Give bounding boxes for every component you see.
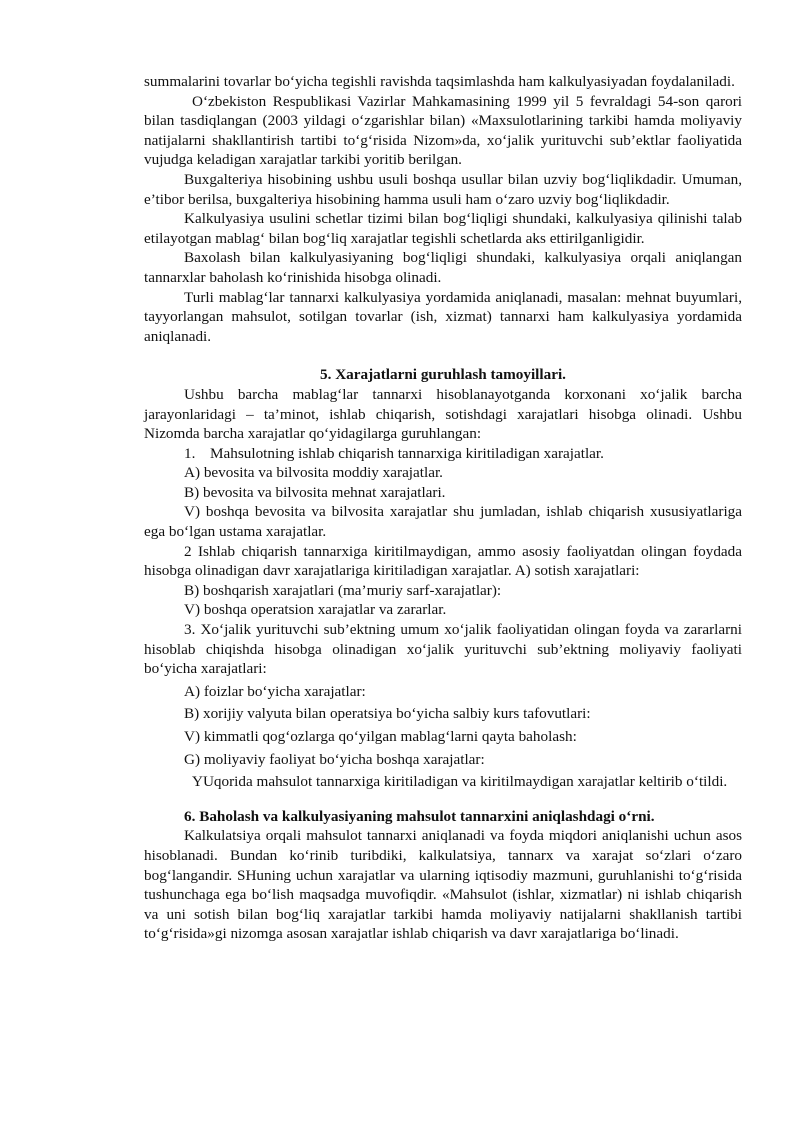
section-5-intro: Ushbu barcha mablag‘lar tannarxi hisoblanayotganda korxonani xo‘jalik barcha jarayonlaridagi – ta’minot, ishlab chiqarish, sotishdagi xarajatlari hisobga olinadi. Ushbu Nizomda barcha xarajatlar qo‘yidagilarga guruhlangan: — [144, 385, 742, 443]
section-5-note: YUqorida mahsulot tannarxiga kiritiladigan va kiritilmaydigan xarajatlar keltirib o‘tildi. — [192, 773, 728, 791]
list-item-1-text: Mahsulotning ishlab chiqarish tannarxiga kiritiladigan xarajatlar. — [210, 444, 604, 462]
paragraph-accounting-methods: Buxgalteriya hisobining ushbu usuli boshqa usullar bilan uzviy bog‘liqlikdadir. Umuman, e’tibor berilsa, buxgalteriya hisobining hamma usuli ham o‘zaro uzviy bog‘liqlikdadir. — [144, 170, 742, 208]
list-item-2-v: V) boshqa operatsion xarajatlar va zararlar. — [184, 601, 447, 619]
section-6-text: Kalkulatsiya orqali mahsulot tannarxi aniqlanadi va foyda miqdori aniqlanishi uchun asos hisoblanadi. Bundan ko‘rinib turibdiki, kalkulatsiya, tannarx va xarajat so‘zlari o‘zaro bog‘langandir. SHuning uchun xarajatlar va ularning iqtisodiy mazmuni, guruhlanishi to‘g‘risida tushunchaga ega bo‘lish maqsadga muvofiqdir. «Mahsulot (ishlar, xizmatlar) ni ishlab chiqarish va uni sotish bilan bog‘liq xarajatlar tarkibi hamda moliyaviy natijalarni shakllanish tartibi to‘g‘risida»gi nizomga asosan xarajatlar ishlab chiqarish va davr xarajatlariga bo‘linadi. — [144, 827, 742, 943]
list-item-3-g: G) moliyaviy faoliyat bo‘yicha boshqa xarajatlar: — [184, 750, 485, 768]
paragraph-cost-determination: Turli mablag‘lar tannarxi kalkulyasiya yordamida aniqlanadi, masalan: mehnat buyumlari, tayyorlangan mahsulot, sotilgan tovarlar (ish, xizmat) tannarxi ham kalkulyasiya yordamida aniqlanadi. — [144, 288, 742, 345]
section-6-heading: 6. Baholash va kalkulyasiyaning mahsulot tannarxini aniqlashdagi o‘rni. — [184, 807, 655, 825]
list-item-1-number: 1. — [184, 444, 196, 462]
list-item-2-b: B) boshqarish xarajatlari (ma’muriy sarf-xarajatlar): — [184, 581, 502, 599]
list-item-2: 2 Ishlab chiqarish tannarxiga kiritilmaydigan, ammo asosiy faoliyatdan olingan foydada hisobga olinadigan davr xarajatlariga kiritiladigan xarajatlar. A) sotish xarajatlari: — [144, 542, 742, 580]
paragraph-nizom-reference: O‘zbekiston Respublikasi Vazirlar Mahkamasining 1999 yil 5 fevraldagi 54-son qarori bilan tasdiqlangan (2003 yildagi o‘zgarishlar bilan) «Maxsulotlarining tarkibi hamda moliyaviy natijalarni shakllantirish tartibi to‘g‘risida Nizom»da, xo‘jalik yurituvchi sub’ektlar faoliyatida vujudga keladigan xarajatlar tarkibi yoritib berilgan. — [144, 92, 742, 169]
paragraph-continuation: summalarini tovarlar bo‘yicha tegishli ravishda taqsimlashda ham kalkulyasiyadan foydalaniladi. — [144, 73, 735, 90]
paragraph-accounts-link: Kalkulyasiya usulini schetlar tizimi bilan bog‘liqligi shundaki, kalkulyasiya qilinishi talab etilayotgan mablag‘ bilan bog‘liq xarajatlar tegishli schetlarda aks ettirilganligidir. — [144, 210, 742, 247]
paragraph-valuation-link: Baxolash bilan kalkulyasiyaning bog‘liqligi shundaki, kalkulyasiya orqali aniqlangan tannarxlar baholash ko‘rinishida hisobga olinadi. — [144, 249, 742, 286]
list-item-1 — [144, 444, 742, 464]
section-5-heading: 5. Xarajatlarni guruhlash tamoyillari. — [320, 366, 566, 384]
list-item-3: 3. Xo‘jalik yurituvchi sub’ektning umum xo‘jalik faoliyatidan olingan foyda va zararlarni hisoblab chiqishda hisobga olinadigan xo‘jalik yurituvchi sub’ektning moliyaviy faoliyati bo‘yicha xarajatlari: — [144, 621, 742, 678]
list-item-1-v: V) boshqa bevosita va bilvosita xarajatlar shu jumladan, ishlab chiqarish xususiyatlariga ega bo‘lgan ustama xarajatlar. — [144, 503, 742, 541]
list-item-3-a: A) foizlar bo‘yicha xarajatlar: — [184, 682, 366, 700]
list-item-1-a: A) bevosita va bilvosita moddiy xarajatlar. — [184, 464, 443, 482]
list-item-3-v: V) kimmatli qog‘ozlarga qo‘yilgan mablag‘larni qayta baholash: — [184, 728, 577, 745]
list-item-3-b: B) xorijiy valyuta bilan operatsiya bo‘yicha salbiy kurs tafovutlari: — [184, 705, 591, 723]
list-item-1-b: B) bevosita va bilvosita mehnat xarajatlari. — [184, 483, 446, 501]
